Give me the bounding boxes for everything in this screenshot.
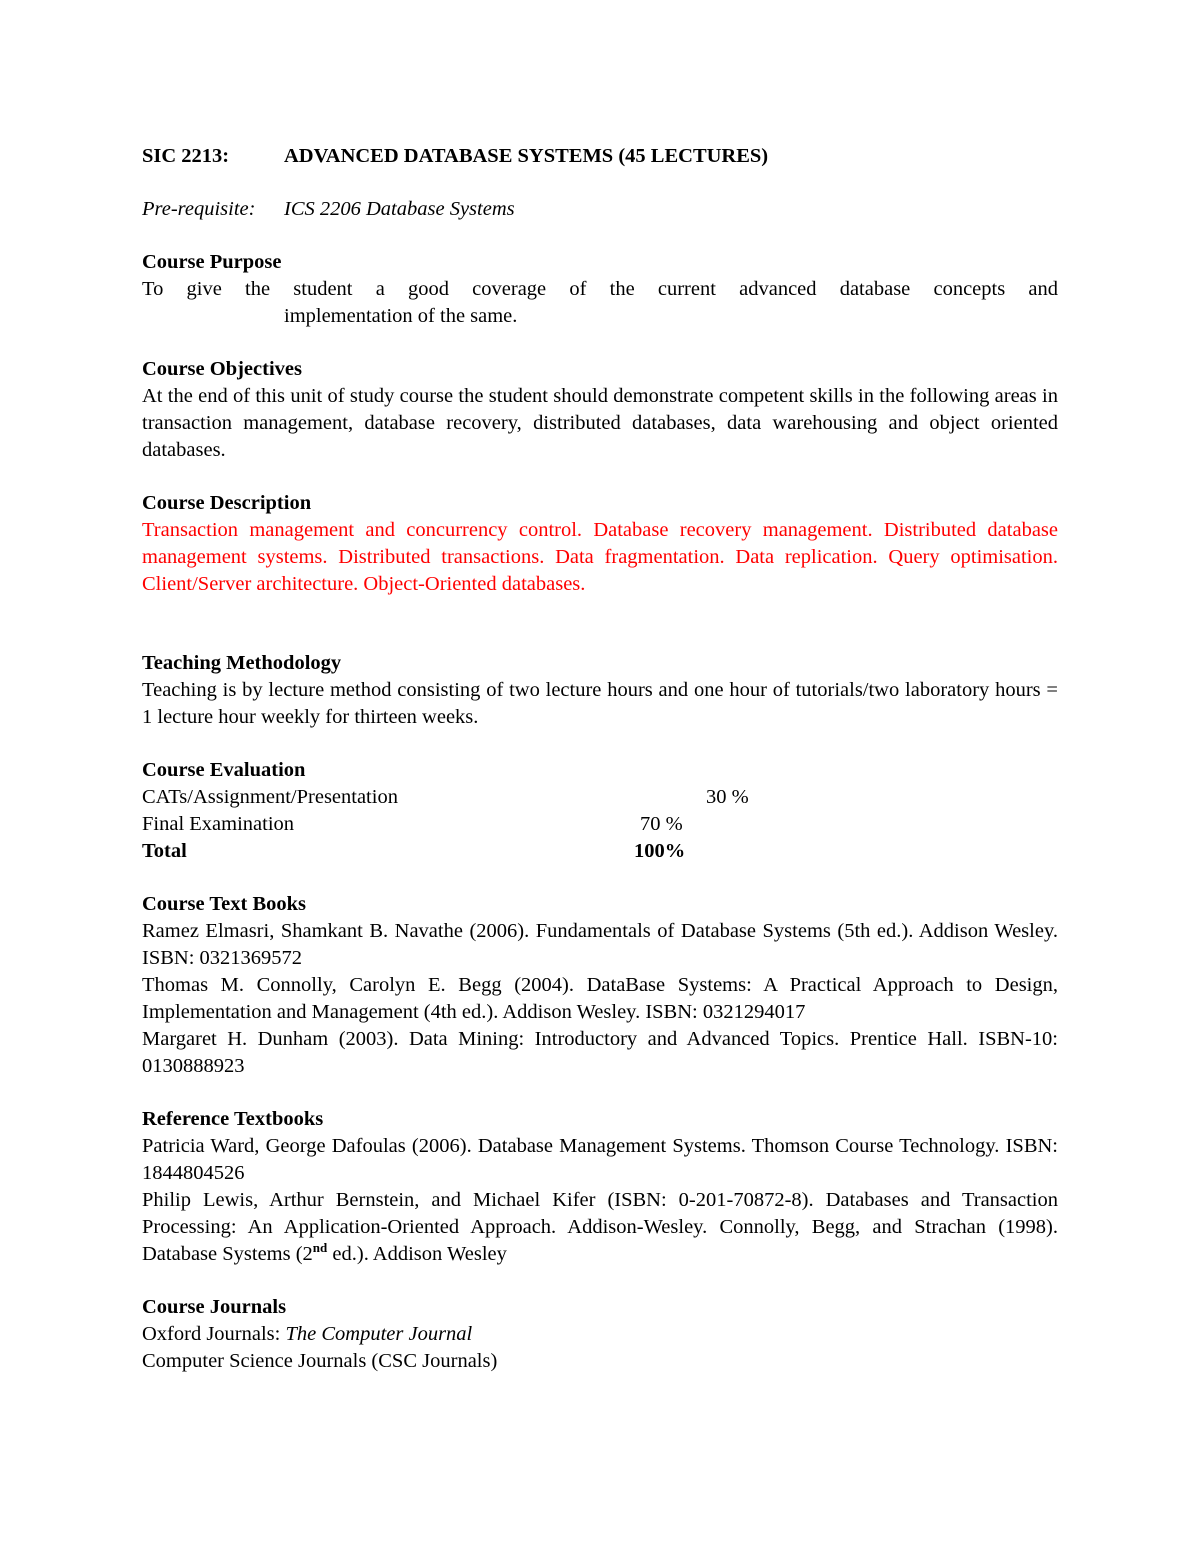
prerequisite-value: ICS 2206 Database Systems [284, 198, 515, 220]
prerequisite-line [142, 196, 1058, 223]
document-page [142, 143, 1058, 1375]
description-heading: Course Description [142, 492, 312, 514]
textbook-item: Ramez Elmasri, Shamkant B. Navathe (2006). Fundamentals of Database Systems (5th ed.). Addison Wesley. ISBN: 0321369572 [142, 920, 1058, 969]
evaluation-row [142, 784, 1058, 811]
reference-item: Patricia Ward, George Dafoulas (2006). Database Management Systems. Thomson Course Technology. ISBN: 1844804526 [142, 1135, 1058, 1184]
evaluation-total-label: Total [142, 840, 187, 862]
references-heading: Reference Textbooks [142, 1108, 324, 1130]
purpose-line-2: implementation of the same. [284, 305, 518, 327]
description-text: Transaction management and concurrency control. Database recovery management. Distributed database management systems. Distributed transactions. Data fragmentation. Data replication. Query optimisation. Client/Server architecture. Object-Oriented databases. [142, 519, 1058, 595]
journal-item [142, 1321, 1058, 1348]
evaluation-total-row [142, 838, 1058, 865]
methodology-text: Teaching is by lecture method consisting of two lecture hours and one hour of tutorials/two laboratory hours = 1 lecture hour weekly for thirteen weeks. [142, 679, 1058, 728]
course-code: SIC 2213: [142, 145, 230, 167]
reference-superscript: nd [312, 1240, 328, 1256]
prerequisite-label: Pre-requisite: [142, 198, 256, 220]
evaluation-heading: Course Evaluation [142, 759, 306, 781]
objectives-heading: Course Objectives [142, 358, 302, 380]
textbook-item: Thomas M. Connolly, Carolyn E. Begg (2004). DataBase Systems: A Practical Approach to Design, Implementation and Management (4th ed.). Addison Wesley. ISBN: 0321294017 [142, 974, 1058, 1023]
course-title: ADVANCED DATABASE SYSTEMS (45 LECTURES) [284, 145, 769, 167]
reference-text: Philip Lewis, Arthur Bernstein, and Michael Kifer (ISBN: 0-201-70872-8). Databases and Transaction Processing: An Application-Oriented Approach. Addison-Wesley. Connolly, Begg, and Strachan (1998). Database Systems (2 [142, 1189, 1058, 1265]
objectives-text: At the end of this unit of study course the student should demonstrate competent skills in the following areas in transaction management, database recovery, distributed databases, data warehousing and object oriented databases. [142, 385, 1058, 461]
reference-text-end: ed.). Addison Wesley [327, 1243, 507, 1265]
evaluation-label: Final Examination [142, 813, 295, 835]
journal-item: Computer Science Journals (CSC Journals) [142, 1350, 498, 1372]
textbook-item: Margaret H. Dunham (2003). Data Mining: Introductory and Advanced Topics. Prentice Hall. ISBN-10: 0130888923 [142, 1028, 1058, 1077]
course-title-line [142, 143, 1058, 170]
methodology-heading: Teaching Methodology [142, 652, 342, 674]
purpose-heading: Course Purpose [142, 251, 282, 273]
journal-title: The Computer Journal [285, 1323, 473, 1345]
textbooks-heading: Course Text Books [142, 893, 307, 915]
purpose-text-1: To give the student a good coverage of the current advanced database concepts and [142, 278, 1058, 300]
evaluation-total-value: 100% [634, 840, 686, 862]
spacer [142, 598, 1058, 624]
reference-item [142, 1187, 1058, 1268]
purpose-line-1 [142, 276, 1058, 303]
evaluation-value: 30 % [706, 786, 749, 808]
journals-heading: Course Journals [142, 1296, 287, 1318]
evaluation-value: 70 % [640, 813, 683, 835]
evaluation-row [142, 811, 1058, 838]
evaluation-label: CATs/Assignment/Presentation [142, 786, 398, 808]
journal-prefix: Oxford Journals: [142, 1323, 286, 1345]
